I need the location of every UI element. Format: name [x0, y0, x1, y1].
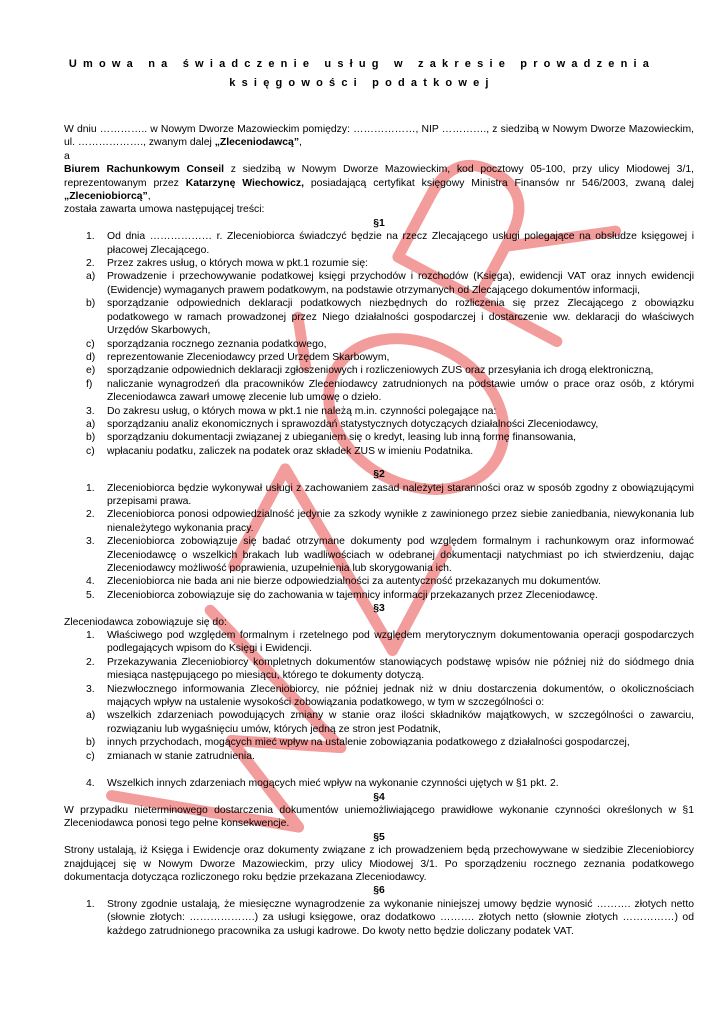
contract-body: [64, 123, 694, 938]
intro-and: a: [64, 150, 70, 162]
list-item: 4. Wszelkich innych zdarzeniach mogących mieć wpływ na wykonanie czynności ujętych w §1 pkt. 2.: [86, 778, 559, 790]
list-item: 5. Zleceniobiorca zobowiązuje się do zachowania w tajemnicy informacji przekazanych przez Zleceniodawcę.: [86, 589, 598, 601]
title-line-2: księgowości podatkowej: [229, 77, 495, 89]
section-5-text: Strony ustalają, iż Księga i Ewidencje oraz dokumenty związane z ich prowadzeniem będą przechowywane w siedzibie Zleceniobiorcy znajdującej się w Nowym Dworze Mazowieckim, przy ulicy Miodowej 3/1. Po sporządzeniu rocznego zeznania podatkowego dokumentacja dotycząca rozliczonego roku będzie przekazana Zleceniodawcy.: [64, 845, 694, 883]
section-4-heading: §4: [373, 791, 385, 803]
sub-item: e) sporządzanie odpowiednich deklaracji zgłoszeniowych i rozliczeniowych ZUS oraz przesyłania ich drogą elektroniczną,: [86, 365, 654, 377]
list-item: 2. Przez zakres usług, o których mowa w pkt.1 rozumie się: a) Prowadzenie i przechowywanie podatkowej księgi przychodów i rozchodów (Księga), ewidencji VAT oraz innych ewidencji (Ewidencje) wymaganych prawem podatkowym, na podstawie otrzymanych od Zlecającego dokumentów informacji, b) sporządzanie odpowiednich deklaracji podatkowych niezbędnych do rozliczenia się przez Zlecającego z obowiązku podatkowego w ramach prowadzonej przez Niego działalności gospodarczej i dostarczenie ww. deklaracji do właściwych Urzędów Skarbowych, c) sporządzania rocznego zeznania podatkowego, d) reprezentowanie Zleceniodawcy przed Urzędem Skarbowym, e) sporządzanie odpowiednich deklaracji zgłoszeniowych i rozliczeniowych ZUS oraz przesyłania ich drogą elektroniczną, f) naliczanie wynagrodzeń dla pracowników Zleceniodawcy zatrudnionych na podstawie umów o prace oraz osób, z którymi Zleceniodawca zawarł umowę zlecenie lub umowę o dzieło.: [64, 257, 694, 404]
list-item: 4. Zleceniobiorca nie bada ani nie bierze odpowiedzialności za autentyczność przekazanych mu dokumentów.: [86, 576, 601, 588]
section-6-heading: §6: [373, 885, 385, 897]
sub-item: a) sporządzaniu analiz ekonomicznych i sprawozdań statystycznych dotyczących działalności Zleceniodawcy,: [86, 418, 599, 430]
list-item: 1. Strony zgodnie ustalają, że miesięczne wynagrodzenie za wykonanie niniejszej umowy będzie wynosić ………. złotych netto (słownie złotych: ……………….) za usługi księgowe, oraz dodatkowo ………. złotych netto (słownie złotych ……………) od każdego zatrudnionego pracownika za usługi kadrowe. Do kwoty netto będzie doliczany podatek VAT.: [86, 898, 694, 937]
sub-item: b) sporządzanie odpowiednich deklaracji podatkowych niezbędnych do rozliczenia się przez Zlecającego z obowiązku podatkowego w ramach prowadzonej przez Niego działalności gospodarczej i dostarczenie ww. deklaracji do właściwych Urzędów Skarbowych,: [86, 298, 694, 337]
list-item: 1. Właściwego pod względem formalnym i rzetelnego pod względem merytorycznym dokumentowania operacji gospodarczych podlegających wpisom do Księgi i Ewidencji.: [86, 630, 694, 655]
sub-item: b) sporządzaniu dokumentacji związanej z ubieganiem się o kredyt, leasing lub inną formę finansowania,: [86, 432, 576, 444]
list-item: 1. Zleceniobiorca będzie wykonywał usługi z zachowaniem zasad należytej staranności oraz w sposób zgodny z obowiązującymi przepisami prawa.: [86, 482, 694, 507]
sub-item: b) innych przychodach, mogących mieć wpływ na ustalenie zobowiązania podatkowego z działalności gospodarczej,: [86, 737, 630, 749]
section-3-heading: §3: [373, 603, 385, 615]
intro-closing: została zawarta umowa następującej treści:: [64, 204, 265, 216]
intro-contractor: Biurem Rachunkowym Conseil z siedzibą w Nowym Dworze Mazowieckim, kod pocztowy 05-100, przy ulicy Miodowej 3/1, reprezentowanym przez Katarzynę Wiechowicz, posiadającą certyfikat księgowy Ministra Finansów nr 546/2003, zwaną dalej „Zleceniobiorcą”,: [64, 164, 694, 203]
section-2-heading: §2: [373, 469, 385, 481]
sub-item: a) wszelkich zdarzeniach powodujących zmiany w stanie oraz ilości składników majątkowych, w szczególności o zawarciu, rozwiązaniu lub wygaśnięciu umów, których jedną ze stron jest Podatnik,: [86, 710, 694, 735]
sub-item: f) naliczanie wynagrodzeń dla pracowników Zleceniodawcy zatrudnionych na podstawie umów o prace oraz osób, z którymi Zleceniodawca zawarł umowę zlecenie lub umowę o dzieło.: [86, 378, 694, 404]
intro-parties: W dniu ………….. w Nowym Dworze Mazowieckim pomiędzy: ………………, NIP …………., z siedzibą w Nowym Dworze Mazowieckim, ul. ………………., zwanym dalej „Zleceniodawcą”,: [64, 124, 694, 149]
section-5-heading: §5: [373, 831, 385, 843]
section-4-text: W przypadku nieterminowego dostarczenia dokumentów uniemożliwiającego prawidłowe wykonanie czynności określonych w §1 Zleceniodawca ponosi tego pełne konsekwencje.: [64, 804, 694, 830]
section-3-lead: Zleceniodawca zobowiązuje się do:: [64, 616, 227, 628]
list-item: 3. Do zakresu usług, o których mowa w pkt.1 nie należą m.in. czynności polegające na: a) sporządzaniu analiz ekonomicznych i sprawozdań statystycznych dotyczących działalności Zleceniodawcy, b) sporządzaniu dokumentacji związanej z ubieganiem się o kredyt, leasing lub inną formę finansowania, c) wpłacaniu podatku, zaliczek na podatek oraz składek ZUS w imieniu Podatnika.: [64, 405, 694, 459]
sub-item: c) zmianach w stanie zatrudnienia.: [86, 750, 255, 762]
list-item: 1. Od dnia ……………… r. Zleceniobiorca świadczyć będzie na rzecz Zlecającego usługi polegające na obsłudze księgowej i płacowej Zlecającego.: [86, 231, 694, 256]
sub-item: c) sporządzania rocznego zeznania podatkowego,: [86, 338, 327, 350]
list-item: 2. Przekazywania Zleceniobiorcy kompletnych dokumentów stanowiących podstawę wpisów nie później niż do siódmego dnia miesiąca następującego po miesiącu, którego te dokumenty dotyczą.: [86, 656, 694, 682]
sub-item: c) wpłacaniu podatku, zaliczek na podatek oraz składek ZUS w imieniu Podatnika.: [86, 445, 474, 457]
section-1-heading: §1: [373, 217, 385, 229]
title-line-1: Umowa na świadczenie usług w zakresie prowadzenia: [68, 58, 656, 70]
sub-item: a) Prowadzenie i przechowywanie podatkowej księgi przychodów i rozchodów (Księga), ewidencji VAT oraz innych ewidencji (Ewidencje) wymaganych prawem podatkowym, na podstawie otrzymanych od Zlecającego dokumentów informacji,: [86, 271, 694, 296]
sub-item: d) reprezentowanie Zleceniodawcy przed Urzędem Skarbowym,: [86, 351, 390, 363]
list-item: 3. Niezwłocznego informowania Zleceniobiorcy, nie później jednak niż w dniu dostarczenia dokumentów, o okolicznościach mających wpływ na ustalenie wysokości zobowiązania podatkowego, w tym w szczególności o: a) wszelkich zdarzeniach powodujących zmiany w stanie oraz ilości składników majątkowych, w szczególności o zawarciu, rozwiązaniu lub wygaśnięciu umów, których jedną ze stron jest Podatnik, b) innych przychodach, mogących mieć wpływ na ustalenie zobowiązania podatkowego z działalności gospodarczej, c) zmianach w stanie zatrudnienia.: [64, 683, 694, 763]
list-item: 3. Zleceniobiorca zobowiązuje się badać otrzymane dokumenty pod względem formalnym i rachunkowym oraz informować Zleceniodawcę o wszelkich brakach lub wadliwościach w odebranej dokumentacji natychmiast po ich stwierdzeniu, dając Zleceniodawcy możliwość poprawienia, uzupełnienia lub skorygowania ich.: [86, 536, 694, 574]
list-item: 2. Zleceniobiorca ponosi odpowiedzialność jedynie za szkody wynikłe z zawinionego przez siebie zaniedbania, niewykonania lub nienależytego wykonania pracy.: [86, 509, 694, 534]
